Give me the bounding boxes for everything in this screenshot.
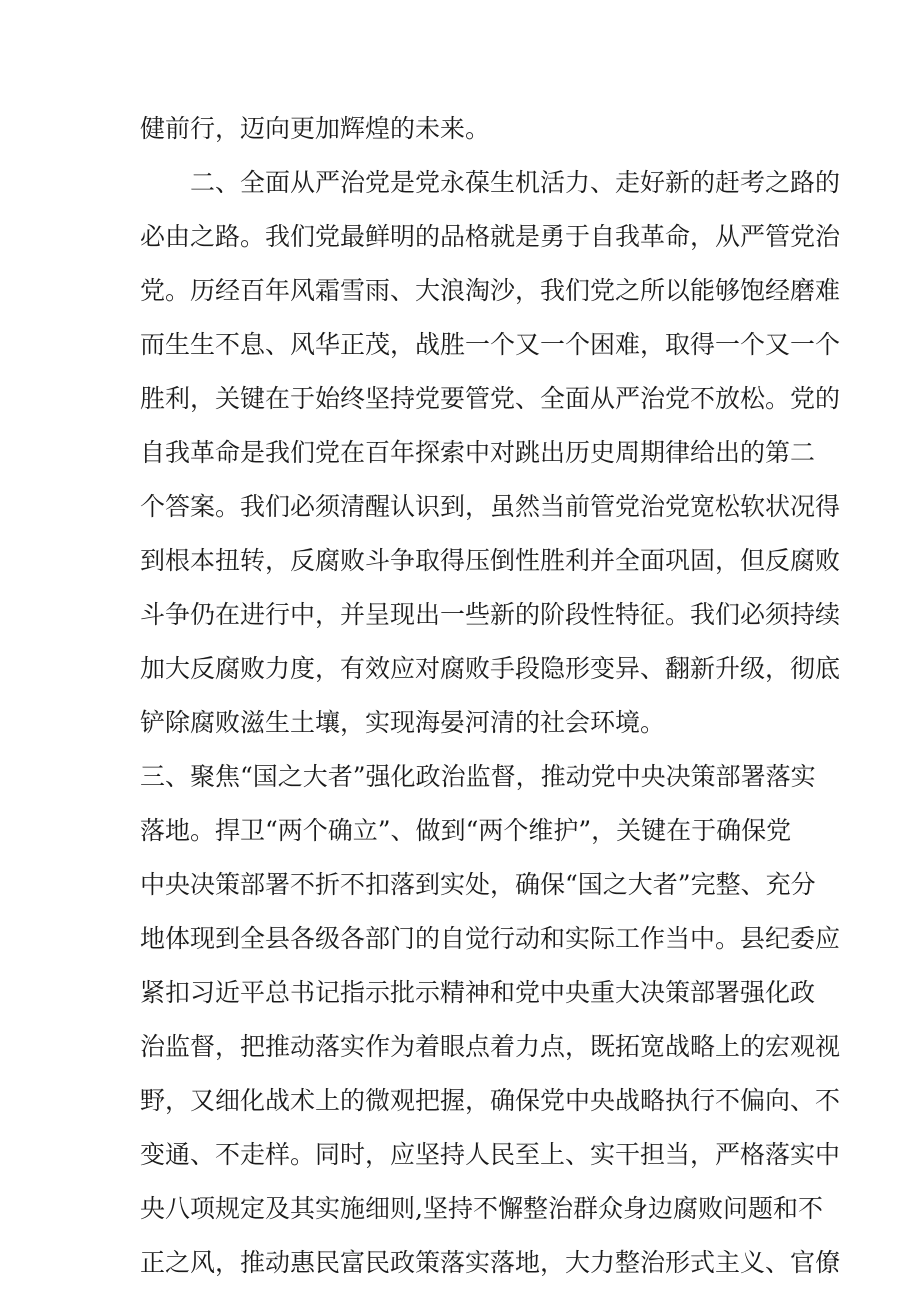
text-line: 健前行，迈向更加辉煌的未来。 [140,114,491,143]
text-line: 紧扣习近平总书记指示批示精神和党中央重大决策部署强化政 [140,978,816,1007]
text-line: 胜利，关键在于始终坚持党要管党、全面从严治党不放松。党的 [140,384,841,413]
text-line: 治监督，把推动落实作为着眼点着力点，既拓宽战略上的宏观视 [140,1032,841,1061]
text-line: 变通、不走样。同时，应坚持人民至上、实干担当，严格落实中 [140,1140,841,1169]
section-heading-two: 二、全面从严治党是党永葆生机活力、走好新的赶考之路的 [190,168,841,197]
text-line: 党。历经百年风霜雪雨、大浪淘沙，我们党之所以能够饱经磨难 [140,276,841,305]
text-line: 铲除腐败滋生土壤，实现海晏河清的社会环境。 [140,708,666,737]
text-line: 央八项规定及其实施细则,坚持不懈整治群众身边腐败问题和不 [140,1194,823,1223]
text-line: 加大反腐败力度，有效应对腐败手段隐形变异、翻新升级，彻底 [140,654,841,683]
text-line: 而生生不息、风华正茂，战胜一个又一个困难，取得一个又一个 [140,330,841,359]
text-line: 个答案。我们必须清醒认识到，虽然当前管党治党宽松软状况得 [140,492,841,521]
text-line: 地体现到全县各级各部门的自觉行动和实际工作当中。县纪委应 [140,924,841,953]
text-line: 野，又细化战术上的微观把握，确保党中央战略执行不偏向、不 [140,1086,841,1115]
text-line: 斗争仍在进行中，并呈现出一些新的阶段性特征。我们必须持续 [140,600,841,629]
text-line: 正之风，推动惠民富民政策落实落地，大力整治形式主义、官僚 [140,1248,841,1277]
text-line: 落地。捍卫“两个确立”、做到“两个维护”，关键在于确保党 [140,816,792,845]
text-line: 到根本扭转，反腐败斗争取得压倒性胜利并全面巩固，但反腐败 [140,546,841,575]
text-line: 中央决策部署不折不扣落到实处，确保“国之大者”完整、充分 [140,870,816,899]
section-heading-three: 三、聚焦“国之大者”强化政治监督，推动党中央决策部署落实 [140,762,816,791]
text-line: 自我革命是我们党在百年探索中对跳出历史周期律给出的第二 [140,438,816,467]
text-line: 必由之路。我们党最鲜明的品格就是勇于自我革命，从严管党治 [140,222,841,251]
